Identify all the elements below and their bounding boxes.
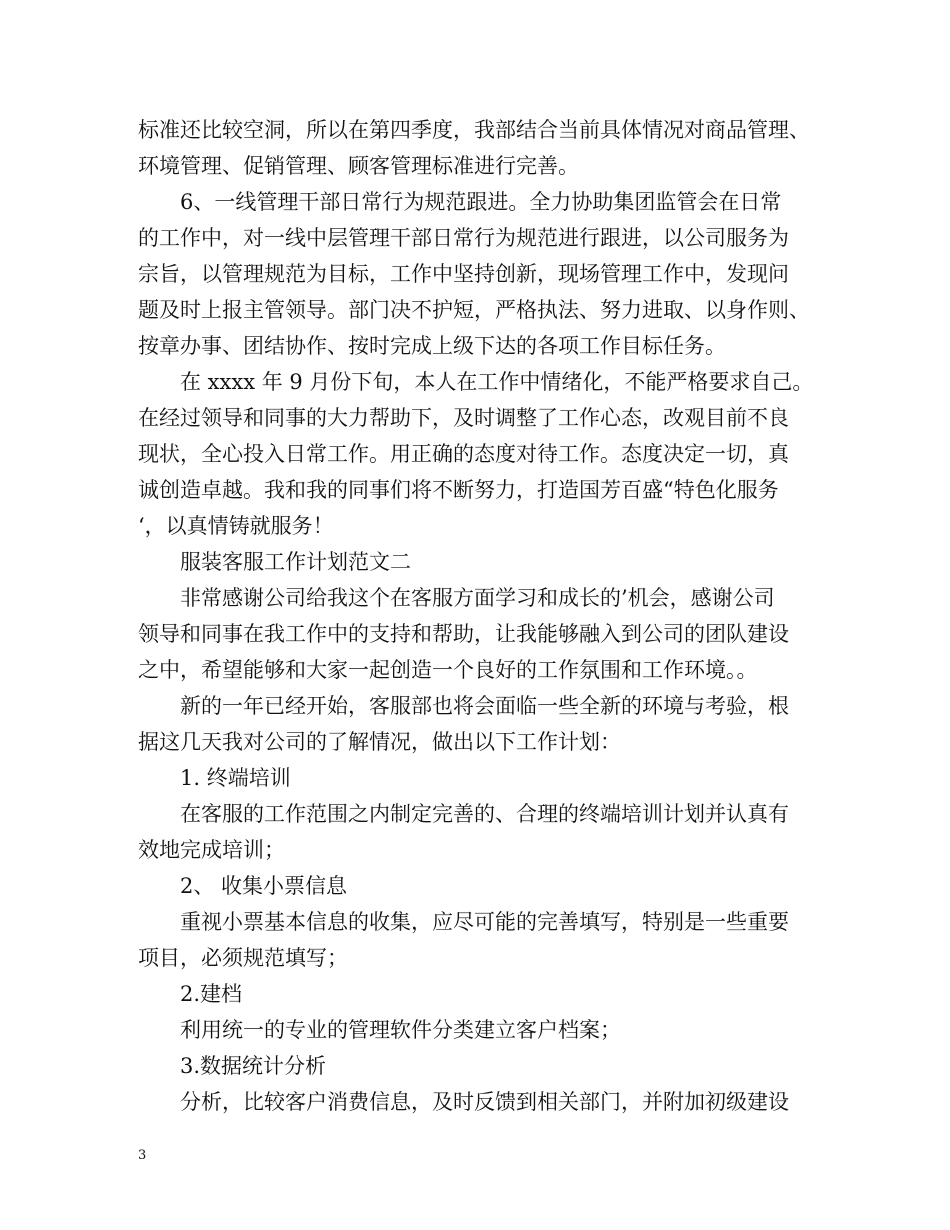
text-line: 非常感谢公司给我这个在客服方面学习和成长的’机会，感谢公司 <box>180 586 775 610</box>
list-heading: 1. 终端培训 <box>180 766 291 790</box>
text-line: ‘，以真情铸就服务！ <box>138 514 334 538</box>
text-line: 重视小票基本信息的收集，应尽可能的完善填写，特别是一些重要 <box>180 910 789 934</box>
text-line: 题及时上报主管领导。部门决不护短，严格执法、努力进取、以身作则、 <box>138 298 810 322</box>
text-line: 宗旨，以管理规范为目标，工作中坚持创新，现场管理工作中，发现问 <box>138 262 789 286</box>
text-line: 项目，必须规范填写； <box>138 946 348 970</box>
text-line: 诚创造卓越。我和我的同事们将不断努力，打造国芳百盛“特色化服务 <box>138 478 779 502</box>
text-line: 新的一年已经开始，客服部也将会面临一些全新的环境与考验，根 <box>180 694 789 718</box>
section-heading: 服装客服工作计划范文二 <box>180 550 411 574</box>
text-line: 在客服的工作范围之内制定完善的、合理的终端培训计划并认真有 <box>180 802 789 826</box>
document-body <box>138 112 830 1120</box>
text-line: 在 xxxx 年 9 月份下旬，本人在工作中情绪化，不能严格要求自己。 <box>180 370 814 394</box>
text-line: 的工作中，对一线中层管理干部日常行为规范进行跟进，以公司服务为 <box>138 226 789 250</box>
list-heading: 3.数据统计分析 <box>180 1054 327 1078</box>
page-number: 3 <box>138 1148 147 1163</box>
text-line: 效地完成培训； <box>138 838 285 862</box>
text-line: 分析，比较客户消费信息，及时反馈到相关部门，并附加初级建设 <box>180 1090 789 1114</box>
text-line: 6、一线管理干部日常行为规范跟进。全力协助集团监管会在日常 <box>180 190 782 214</box>
list-heading: 2.建档 <box>180 982 243 1006</box>
text-line: 环境管理、促销管理、顾客管理标准进行完善。 <box>138 154 579 178</box>
text-line: 标准还比较空洞，所以在第四季度，我部结合当前具体情况对商品管理、 <box>138 118 810 142</box>
text-line: 利用统一的专业的管理软件分类建立客户档案； <box>180 1018 621 1042</box>
text-line: 据这几天我对公司的了解情况，做出以下工作计划： <box>138 730 621 754</box>
text-line: 现状，全心投入日常工作。用正确的态度对待工作。态度决定一切，真 <box>138 442 789 466</box>
text-line: 领导和同事在我工作中的支持和帮助，让我能够融入到公司的团队建设 <box>138 622 789 646</box>
text-line: 按章办事、团结协作、按时完成上级下达的各项工作目标任务。 <box>138 334 726 358</box>
text-line: 在经过领导和同事的大力帮助下，及时调整了工作心态，改观目前不良 <box>138 406 789 430</box>
text-line: 之中，希望能够和大家一起创造一个良好的工作氛围和工作环境。。 <box>138 658 758 682</box>
list-heading: 2、 收集小票信息 <box>180 874 348 898</box>
